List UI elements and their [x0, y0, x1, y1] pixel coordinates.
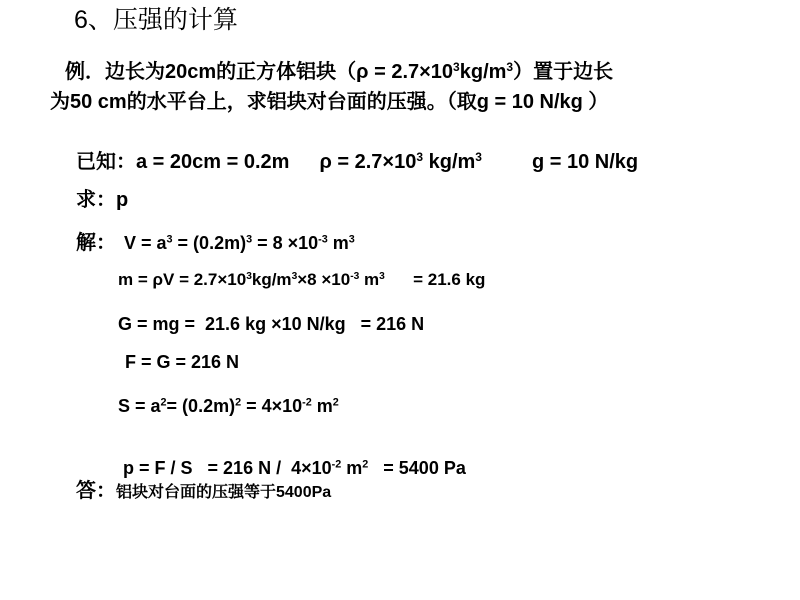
- p-e1: -2: [331, 458, 342, 471]
- v-t1: V = a: [124, 233, 167, 253]
- v-e2: 3: [246, 233, 253, 246]
- problem-text-1-end: ）置于边长: [513, 61, 614, 83]
- v-t3: = 8 ×10: [252, 233, 319, 253]
- p-e2: 2: [362, 458, 369, 471]
- m-t5: = 21.6 kg: [384, 270, 486, 289]
- problem-exp-1: 3: [453, 59, 460, 74]
- s-t3: = 4×10: [241, 396, 303, 416]
- m-e4: 3: [379, 270, 385, 282]
- known-rho-unit-exp: 3: [475, 149, 482, 164]
- problem-line-1: [65, 59, 614, 83]
- find-value: p: [116, 189, 129, 211]
- solution-v: [124, 234, 355, 252]
- page-title: 6、压强的计算: [74, 6, 238, 34]
- s-e2: 2: [235, 396, 242, 409]
- solution-line-s: [118, 397, 339, 415]
- solution-line-f: F = G = 216 N: [125, 352, 240, 372]
- p-t3: = 5400 Pa: [368, 458, 466, 478]
- m-t4: m: [359, 270, 380, 289]
- solution-line-p: [113, 441, 466, 477]
- find-line: [76, 190, 128, 210]
- m-e2: 3: [291, 270, 298, 282]
- known-rho-exp: 3: [416, 149, 424, 164]
- problem-line-2: 为50 cm的水平台上，求铝块对台面的压强。（取g = 10 N/kg ）: [50, 91, 609, 113]
- m-e3: -3: [350, 270, 360, 282]
- known-g: g = 10 N/kg: [531, 151, 639, 173]
- answer-label: 答：: [76, 480, 116, 502]
- s-e4: 2: [332, 396, 339, 409]
- problem-unit-1: kg/m: [459, 61, 507, 83]
- solution-line-m: [118, 271, 485, 288]
- m-t3: ×8 ×10: [297, 270, 351, 289]
- problem-text-1: 例．边长为20cm的正方体铝块（ρ = 2.7×10: [65, 61, 454, 83]
- solution-line-v: [76, 233, 355, 253]
- v-t4: m: [327, 233, 349, 253]
- answer-line: [76, 481, 331, 501]
- m-e1: 3: [246, 270, 252, 282]
- s-e1: 2: [160, 396, 167, 409]
- p-t1: p = F / S = 216 N / 4×10: [123, 458, 332, 478]
- answer-text: 铝块对台面的压强等于5400Pa: [116, 484, 332, 501]
- find-label: 求：: [76, 189, 116, 211]
- s-t2: = (0.2m): [166, 396, 236, 416]
- v-e1: 3: [166, 233, 173, 246]
- known-rho: [319, 149, 482, 173]
- s-t4: m: [311, 396, 333, 416]
- p-t2: m: [341, 458, 363, 478]
- problem-unit-exp-1: 3: [506, 59, 514, 74]
- known-rho-unit: kg/m: [423, 151, 476, 173]
- v-e4: 3: [348, 233, 355, 246]
- solution-line-g: G = mg = 21.6 kg ×10 N/kg = 216 N: [118, 314, 425, 334]
- v-e3: -3: [318, 233, 328, 246]
- known-a: a = 20cm = 0.2m: [136, 151, 290, 173]
- m-t1: m = ρV = 2.7×10: [118, 270, 247, 289]
- m-t2: kg/m: [251, 270, 292, 289]
- solution-label: 解：: [76, 232, 116, 254]
- known-rho-text: ρ = 2.7×10: [319, 151, 417, 173]
- v-t2: = (0.2m): [172, 233, 247, 253]
- known-line: [76, 149, 639, 173]
- known-label: 已知：: [76, 151, 136, 173]
- s-e3: -2: [302, 396, 312, 409]
- s-t1: S = a: [118, 396, 161, 416]
